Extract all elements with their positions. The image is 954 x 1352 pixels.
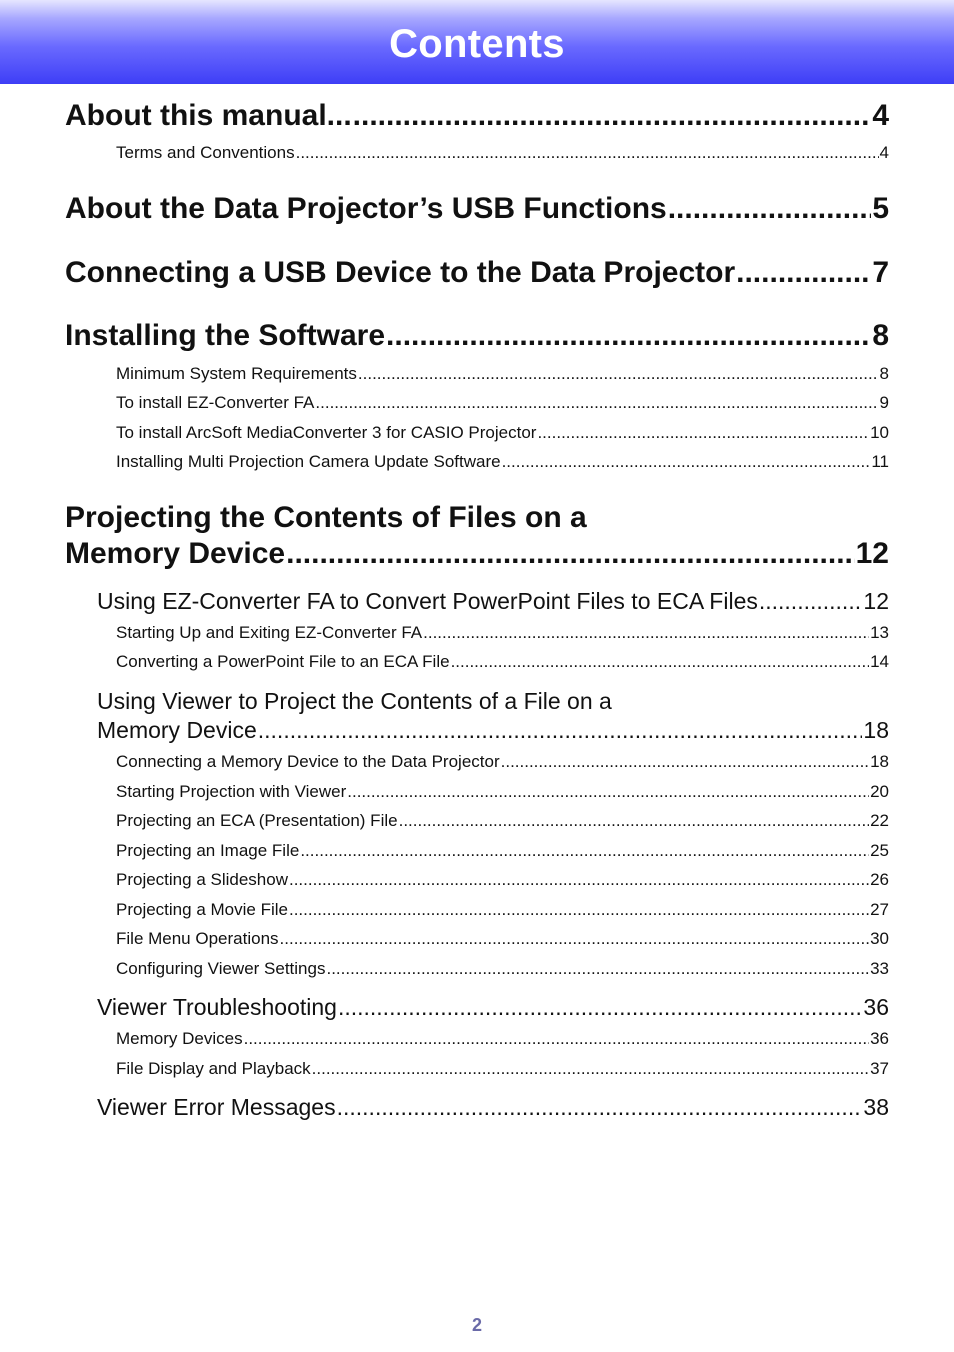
toc-entry-page-number: 26 <box>870 870 889 889</box>
dot-leader <box>300 840 869 862</box>
toc-entry-page-number: 12 <box>855 537 889 570</box>
toc-entry-title: Starting Projection with Viewer <box>116 782 347 801</box>
dot-leader <box>258 716 863 744</box>
toc-entry-level-3[interactable] <box>116 142 889 164</box>
dot-leader <box>286 536 855 572</box>
toc-entry-level-2[interactable] <box>97 587 889 615</box>
dot-leader <box>289 869 869 891</box>
toc-entry-title: Starting Up and Exiting EZ-Converter FA <box>116 623 423 642</box>
page-number: 2 <box>471 1315 482 1335</box>
contents-banner <box>0 0 954 84</box>
toc-entry-title: Memory Devices <box>116 1029 243 1048</box>
toc-entry-title: Projecting an Image File <box>116 841 300 860</box>
page-title: Contents <box>389 22 565 66</box>
dot-leader <box>337 1093 863 1121</box>
toc-entry-title: Memory Device <box>65 537 286 570</box>
toc-entry-level-3[interactable] <box>116 958 889 980</box>
toc-entry-title: About this manual... <box>65 99 352 132</box>
dot-leader <box>399 810 869 832</box>
toc-entry-page-number: 8 <box>872 319 889 352</box>
toc-entry-level-3[interactable] <box>116 422 889 444</box>
dot-leader <box>358 363 879 385</box>
toc-entry-page-number: 37 <box>870 1059 889 1078</box>
dot-leader <box>501 751 869 773</box>
toc-entry-level-3[interactable] <box>116 899 889 921</box>
dot-leader <box>347 781 869 803</box>
toc-entry-title: Viewer Troubleshooting <box>97 994 337 1020</box>
toc-entry-level-2[interactable] <box>97 716 889 744</box>
toc-entry-level-3[interactable] <box>116 392 889 414</box>
dot-leader <box>315 392 878 414</box>
toc-entry-title: Installing the Software <box>65 319 386 352</box>
toc-entry-title: Memory Device <box>97 717 257 743</box>
toc-entry-page-number: 33 <box>870 959 889 978</box>
toc-entry-title: Projecting a Movie File <box>116 900 288 919</box>
toc-entry-page-number: 14 <box>870 652 889 671</box>
toc-entry-level-3[interactable] <box>116 1058 889 1080</box>
dot-leader <box>312 1058 869 1080</box>
toc-entry-page-number: 9 <box>879 393 889 412</box>
toc-entry-title-line: Using Viewer to Project the Contents of a File on a <box>97 688 612 714</box>
toc-entry-title: Viewer Error Messages <box>97 1094 336 1120</box>
dot-leader <box>451 651 870 673</box>
toc-entry-page-number: 4 <box>879 143 889 162</box>
toc-entry-page-number: 22 <box>870 811 889 830</box>
dot-leader <box>244 1028 869 1050</box>
toc-entry-level-1[interactable] <box>65 98 889 134</box>
toc-entry-title: Projecting a Slideshow <box>116 870 288 889</box>
toc-entry-page-number: 13 <box>870 623 889 642</box>
toc-entry-level-3[interactable] <box>116 651 889 673</box>
dot-leader <box>736 255 871 291</box>
toc-entry-title: File Menu Operations <box>116 929 279 948</box>
dot-leader <box>537 422 869 444</box>
toc-entry-page-number: 38 <box>863 1094 889 1120</box>
toc-entry-level-1[interactable] <box>65 318 889 354</box>
toc-entry-level-3[interactable] <box>116 840 889 862</box>
toc-entry-level-3[interactable] <box>116 451 889 473</box>
toc-entry-title: Using EZ-Converter FA to Convert PowerPoint Files to ECA Files <box>97 588 758 614</box>
toc-entry-level-3[interactable] <box>116 869 889 891</box>
toc-entry-level-3[interactable] <box>116 363 889 385</box>
dot-leader <box>502 451 871 473</box>
toc-entry-level-2[interactable] <box>97 993 889 1021</box>
toc-entry-page-number: 30 <box>870 929 889 948</box>
toc-entry-page-number: 36 <box>863 994 889 1020</box>
toc-entry-title: Minimum System Requirements <box>116 364 357 383</box>
toc-entry-title-line: Projecting the Contents of Files on a <box>65 501 587 534</box>
toc-entry-level-3[interactable] <box>116 751 889 773</box>
toc-entry-title: To install EZ-Converter FA <box>116 393 315 412</box>
toc-entry-page-number: 27 <box>870 900 889 919</box>
toc-entry-page-number: 12 <box>863 588 889 614</box>
toc-entry-title: Configuring Viewer Settings <box>116 959 326 978</box>
toc-entry-level-3[interactable] <box>116 928 889 950</box>
toc-entry-title: Installing Multi Projection Camera Update Software <box>116 452 501 471</box>
toc-entry-page-number: 8 <box>879 364 889 383</box>
dot-leader <box>289 899 869 921</box>
toc-entry-level-3[interactable] <box>116 810 889 832</box>
toc-entry-title: Connecting a Memory Device to the Data Projector <box>116 752 500 771</box>
dot-leader <box>668 191 872 227</box>
toc-entry-page-number: 18 <box>870 752 889 771</box>
toc-entry-title: Converting a PowerPoint File to an ECA File <box>116 652 450 671</box>
toc-entry-page-number: 10 <box>870 423 889 442</box>
toc-entry-level-2[interactable] <box>97 1093 889 1121</box>
toc-entry-page-number: 7 <box>872 256 889 289</box>
toc-entry-page-number: 25 <box>870 841 889 860</box>
toc-entry-page-number: 11 <box>871 452 889 471</box>
toc-entry-title: File Display and Playback <box>116 1059 311 1078</box>
toc-entry-level-3[interactable] <box>116 781 889 803</box>
dot-leader <box>353 98 872 134</box>
dot-leader <box>296 142 879 164</box>
toc-entry-level-1[interactable] <box>65 255 889 291</box>
toc-entry-page-number: 36 <box>870 1029 889 1048</box>
toc-entry-title: Connecting a USB Device to the Data Projector <box>65 256 736 289</box>
dot-leader <box>386 318 871 354</box>
toc-entry-page-number: 18 <box>863 717 889 743</box>
toc-entry-level-1[interactable] <box>65 536 889 572</box>
toc-entry-title: To install ArcSoft MediaConverter 3 for CASIO Projector <box>116 423 537 442</box>
toc-entry-title: About the Data Projector’s USB Functions <box>65 192 667 225</box>
toc-entry-page-number: 4 <box>872 99 889 132</box>
dot-leader <box>326 958 869 980</box>
toc-entry-level-1[interactable] <box>65 191 889 227</box>
toc-entry-page-number: 20 <box>870 782 889 801</box>
dot-leader <box>280 928 870 950</box>
toc-entry-title: Terms and Conventions <box>116 143 295 162</box>
dot-leader <box>338 993 862 1021</box>
toc-entry-title: Projecting an ECA (Presentation) File <box>116 811 398 830</box>
toc-entry-level-3[interactable] <box>116 622 889 644</box>
toc-entry-level-3[interactable] <box>116 1028 889 1050</box>
toc-entry-page-number: 5 <box>872 192 889 225</box>
dot-leader <box>759 587 863 615</box>
dot-leader <box>423 622 869 644</box>
